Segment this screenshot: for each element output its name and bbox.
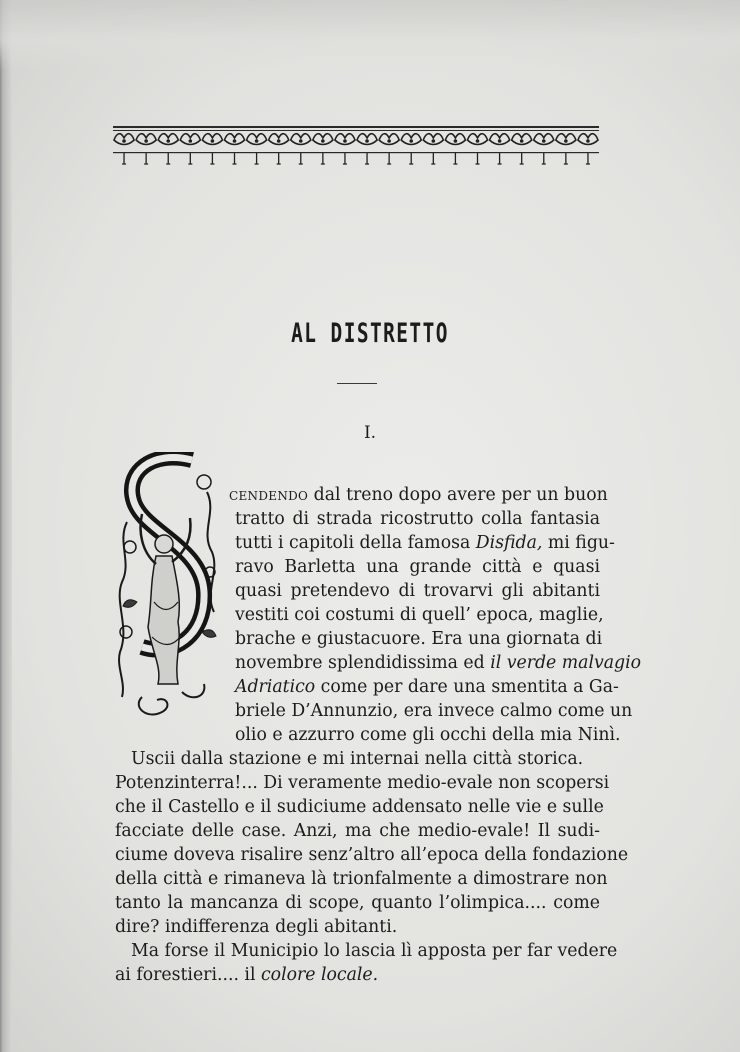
text-line (235, 533, 615, 553)
text-line: tratto di strada ricostrutto colla fantasia (235, 509, 600, 529)
text-line: tanto la mancanza di scope, quanto l’olimpica.... come (115, 893, 600, 913)
ornament-scroll (490, 134, 510, 145)
ornament-pendant (188, 153, 192, 164)
opening-small-caps: cendendo (229, 485, 309, 505)
ornament-scroll (445, 134, 465, 145)
ornament-dot (365, 139, 369, 143)
ornament-scroll (379, 134, 399, 145)
ornament-dot (542, 139, 546, 143)
ornament-scroll (335, 134, 355, 145)
text-span: come per dare una smentita a Ga- (315, 677, 619, 697)
text-span: mi figu- (542, 533, 615, 553)
text-span: tutti i capitoli della famosa (235, 533, 476, 553)
ornament-scroll (534, 134, 554, 145)
text-line: brache e giustacuore. Era una giornata di (235, 629, 603, 649)
ornament-dot (321, 139, 325, 143)
ornament-dot (498, 139, 502, 143)
ornament-dot (432, 139, 436, 143)
text-line: vestiti coi costumi di quell’ epoca, maglie, (235, 605, 604, 625)
ornament-scroll (114, 134, 134, 145)
ornament-scroll (269, 134, 289, 145)
ornament-pendant (122, 153, 126, 164)
ornament-dot (122, 139, 126, 143)
ornament-scroll (313, 134, 333, 145)
page-gutter-shadow (0, 0, 12, 1052)
text-line: facciate delle case. Anzi, ma che medio-evale! Il sudi- (115, 821, 600, 841)
text-line: Potenzinterra!... Di veramente medio-evale non scopersi (115, 773, 610, 793)
ornament-pendant (409, 153, 413, 164)
text-line (115, 967, 378, 984)
text-line: olio e azzurro come gli occhi della mia Ninì. (235, 725, 621, 745)
ornament-pendant (321, 153, 325, 164)
ornament-pendant (586, 153, 590, 164)
text-line: ciume doveva risalire senz’altro all’epoca della fondazione (115, 845, 629, 865)
ornament-dot (299, 139, 303, 143)
ornament-pendant (343, 153, 347, 164)
ornament-scroll (512, 134, 532, 145)
ornament-dot (520, 139, 524, 143)
text-line: Ma forse il Municipio lo lascia lì apposta per far vedere (131, 941, 618, 961)
ornament-pendant (233, 153, 237, 164)
ornament-dot (166, 139, 170, 143)
ornament-scroll (467, 134, 487, 145)
italic-span: il verde malvagio (490, 653, 642, 673)
ornament-pendant (144, 153, 148, 164)
ornament-scroll (202, 134, 222, 145)
ornament-dot (144, 139, 148, 143)
text-line: Uscii dalla stazione e mi internai nella città storica. (131, 749, 584, 769)
ornament-pendant (453, 153, 457, 164)
ornament-pendant (277, 153, 281, 164)
ornament-pendant (299, 153, 303, 164)
italic-span: Adriatico (235, 677, 316, 697)
text-span: dal treno dopo avere per un buon (308, 485, 608, 505)
text-span: novembre splendidissima ed (235, 653, 491, 673)
ornament-pendant (542, 153, 546, 164)
ornament-scroll (224, 134, 244, 145)
ornament-scroll (247, 134, 267, 145)
text-line: quasi pretendevo di trovarvi gli abitanti (235, 581, 600, 601)
italic-span: colore locale. (260, 965, 379, 985)
ornament-dot (233, 139, 237, 143)
ornament-pendant (476, 153, 480, 164)
ornament-pendant (166, 153, 170, 164)
ornament-scroll (357, 134, 377, 145)
section-number: I. (363, 423, 377, 443)
text-line: della città e rimaneva là trionfalmente a dimostrare non (115, 869, 608, 889)
text-line (229, 485, 608, 505)
ornament-scroll (291, 134, 311, 145)
ornament-pendant (210, 153, 214, 164)
ornate-initial-s-with-figure-icon (119, 458, 216, 715)
ornament-scroll (578, 134, 598, 145)
ornament-dot (211, 139, 215, 143)
ornament-scroll (401, 134, 421, 145)
ornament-dot (343, 139, 347, 143)
text-line: ravo Barletta una grande città e quasi (235, 557, 600, 577)
ornament-dot (277, 139, 281, 143)
ornament-pendant (564, 153, 568, 164)
ornament-dot (454, 139, 458, 143)
ornament-pendant (498, 153, 502, 164)
text-line: che il Castello e il sudiciume addensato nelle vie e sulle (115, 797, 604, 817)
ornament-pendant (520, 153, 524, 164)
text-line: dire? indifferenza degli abitanti. (115, 917, 398, 937)
italic-span: Disfida, (475, 533, 543, 553)
ornament-dot (189, 139, 193, 143)
ornament-dot (409, 139, 413, 143)
ornament-scroll (158, 134, 178, 145)
ornament-dot (586, 139, 590, 143)
ornament-dot (387, 139, 391, 143)
title-divider (337, 383, 377, 384)
ornament-scroll (136, 134, 156, 145)
ornament-pendant (255, 153, 259, 164)
text-span: ai forestieri.... il (115, 965, 261, 985)
ornament-scroll (180, 134, 200, 145)
ornament-pendant (365, 153, 369, 164)
ornamental-header-band (113, 126, 599, 168)
text-line (235, 653, 642, 673)
chapter-title: AL DISTRETTO (291, 318, 449, 349)
text-line (235, 677, 619, 697)
ornament-dot (564, 139, 568, 143)
ornament-dot (255, 139, 259, 143)
page-top-stain (0, 0, 740, 70)
ornament-dot (476, 139, 480, 143)
text-line: briele D’Annunzio, era invece calmo come un (235, 701, 633, 721)
ornament-pendant (431, 153, 435, 164)
drop-cap-initial (112, 452, 222, 724)
ornament-scroll (556, 134, 576, 145)
ornament-scroll (423, 134, 443, 145)
ornament-pendant (387, 153, 391, 164)
